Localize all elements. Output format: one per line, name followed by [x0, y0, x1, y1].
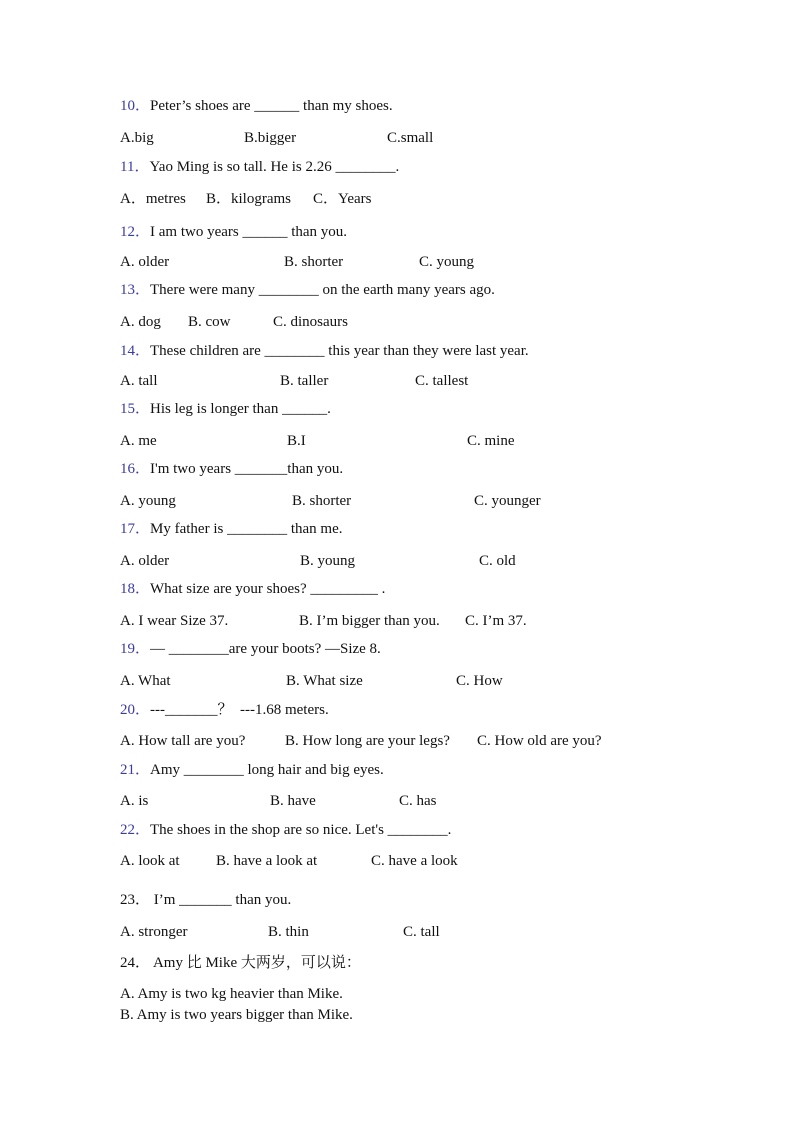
answer-option: A. I wear Size 37.	[120, 613, 229, 629]
question-text: — ________are your boots? —Size 8.	[150, 641, 381, 657]
question-text: His leg is longer than ______.	[150, 401, 331, 417]
question-10	[120, 97, 393, 115]
answer-option: B.bigger	[244, 130, 297, 146]
answer-option: B．kilograms	[206, 191, 291, 207]
question-number: 20．	[120, 702, 151, 718]
question-text: The shoes in the shop are so nice. Let's ________.	[150, 822, 452, 838]
question-number: 11．	[120, 159, 150, 175]
question-number: 23．	[120, 892, 151, 908]
answer-option: C.small	[387, 130, 434, 146]
question-text: My father is ________ than me.	[150, 521, 343, 537]
answer-option: B. shorter	[284, 254, 344, 270]
answer-option: C. mine	[467, 433, 515, 449]
answer-option: C. How	[456, 673, 503, 689]
question-24	[120, 954, 361, 972]
question-14	[120, 342, 529, 360]
answer-option: B. cow	[188, 314, 231, 330]
answer-option: A．metres	[120, 191, 186, 207]
question-13	[120, 281, 495, 299]
answer-option: A. is	[120, 793, 149, 809]
question-18	[120, 580, 385, 598]
answer-option: B. I’m bigger than you.	[299, 613, 440, 629]
question-19	[120, 640, 381, 658]
question-number: 16．	[120, 461, 151, 477]
question-text: There were many ________ on the earth many years ago.	[150, 282, 495, 298]
question-17	[120, 520, 342, 538]
question-text: ---_______？ ---1.68 meters.	[150, 702, 329, 718]
answer-option: A. tall	[120, 373, 158, 389]
answer-option: B. What size	[286, 673, 363, 689]
question-number: 17．	[120, 521, 151, 537]
answer-option: A. stronger	[120, 924, 188, 940]
answer-option: A. older	[120, 553, 170, 569]
answer-option: C. young	[419, 254, 475, 270]
answer-option: A. Amy is two kg heavier than Mike.	[120, 986, 343, 1002]
answer-option: C. has	[399, 793, 437, 809]
question-15	[120, 400, 331, 418]
question-number: 22．	[120, 822, 151, 838]
answer-option: C. tall	[403, 924, 440, 940]
answer-option: B. thin	[268, 924, 309, 940]
question-number: 10．	[120, 98, 151, 114]
answer-option: A. How tall are you?	[120, 733, 246, 749]
question-text: Amy ________ long hair and big eyes.	[150, 762, 384, 778]
answer-option: C. younger	[474, 493, 541, 509]
question-number: 19．	[120, 641, 151, 657]
question-number: 21．	[120, 762, 151, 778]
answer-option: A. look at	[120, 853, 180, 869]
question-number: 24．	[120, 955, 151, 971]
question-22	[120, 821, 451, 839]
answer-option: C. have a look	[371, 853, 458, 869]
question-text: I am two years ______ than you.	[150, 224, 348, 240]
answer-option: B. have a look at	[216, 853, 318, 869]
answer-option: C. dinosaurs	[273, 314, 348, 330]
question-text: These children are ________ this year than they were last year.	[150, 343, 529, 359]
answer-option: B. How long are your legs?	[285, 733, 450, 749]
question-text: I’m _______ than you.	[150, 892, 292, 908]
question-text: Peter’s shoes are ______ than my shoes.	[150, 98, 393, 114]
question-number: 13．	[120, 282, 151, 298]
answer-option: B. shorter	[292, 493, 352, 509]
answer-option: C. tallest	[415, 373, 469, 389]
answer-option: B. have	[270, 793, 316, 809]
answer-option: B. young	[300, 553, 356, 569]
question-20	[120, 701, 329, 719]
answer-option: A. What	[120, 673, 171, 689]
answer-option: C．Years	[313, 191, 372, 207]
answer-option: C. I’m 37.	[465, 613, 527, 629]
answer-option: A. young	[120, 493, 176, 509]
question-21	[120, 761, 384, 779]
question-number: 18．	[120, 581, 151, 597]
answer-option: B. Amy is two years bigger than Mike.	[120, 1007, 353, 1023]
question-text: Amy 比 Mike 大两岁，可以说：	[150, 955, 361, 971]
answer-option: B.I	[287, 433, 306, 449]
answer-option: A. dog	[120, 314, 161, 330]
answer-option: A.big	[120, 130, 154, 146]
question-16	[120, 460, 343, 478]
answer-option: C. How old are you?	[477, 733, 602, 749]
question-11	[120, 158, 399, 176]
question-number: 12．	[120, 224, 151, 240]
answer-option: C. old	[479, 553, 516, 569]
question-text: I'm two years _______than you.	[150, 461, 344, 477]
answer-option: A. me	[120, 433, 157, 449]
question-number: 14．	[120, 343, 151, 359]
question-number: 15．	[120, 401, 151, 417]
question-12	[120, 223, 347, 241]
question-text: Yao Ming is so tall. He is 2.26 ________.	[149, 159, 400, 175]
answer-option: B. taller	[280, 373, 329, 389]
question-23	[120, 891, 291, 909]
answer-option: A. older	[120, 254, 170, 270]
question-text: What size are your shoes? _________ .	[150, 581, 386, 597]
